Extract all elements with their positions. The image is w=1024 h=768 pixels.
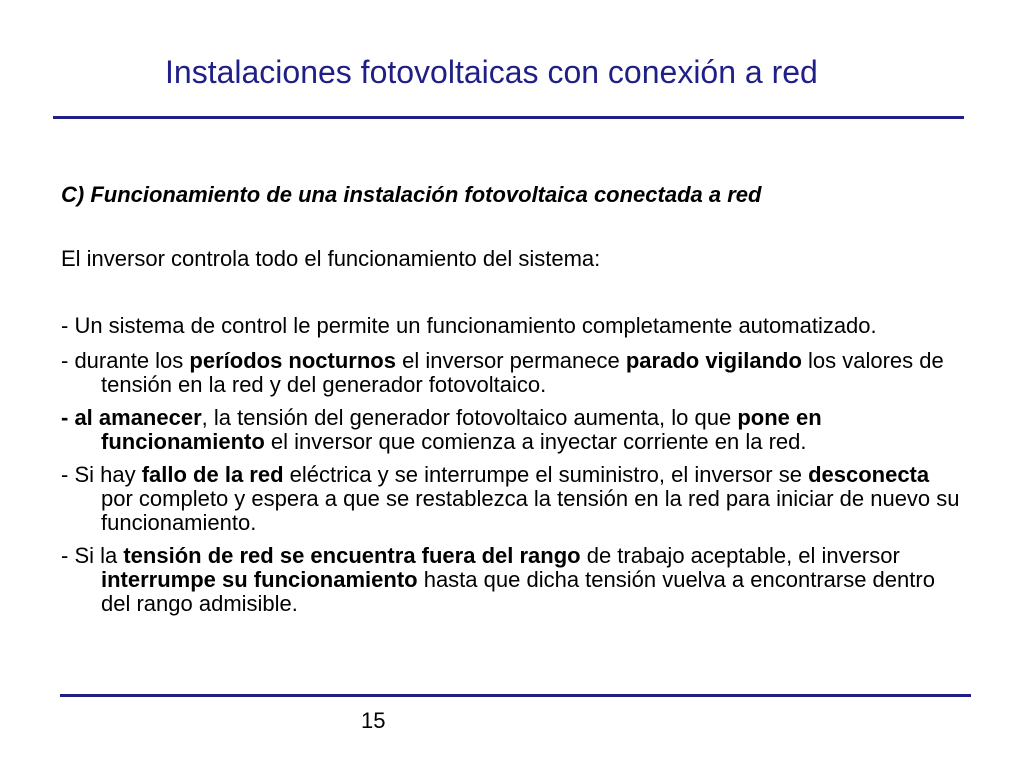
emphasis-text: parado vigilando — [625, 348, 802, 373]
section-heading: C) Funcionamiento de una instalación fotovoltaica conectada a red — [61, 182, 762, 207]
item-text: por completo y espera a que se restablezca la tensión en la red para iniciar de nuevo su funcionamiento. — [101, 486, 960, 535]
item-text: de trabajo aceptable, el inversor — [580, 543, 900, 568]
item-text: el inversor que comienza a inyectar corriente en la red. — [264, 429, 807, 454]
list-item — [61, 463, 966, 535]
list-item — [61, 544, 966, 616]
emphasis-text: tensión de red se encuentra fuera del rango — [123, 543, 581, 568]
emphasis-text: fallo de la red — [141, 462, 284, 487]
bullet-list — [61, 314, 966, 625]
slide-title: Instalaciones fotovoltaicas con conexión a red — [165, 54, 818, 90]
item-text: - Un sistema de control le permite un funcionamiento completamente automatizado. — [61, 313, 877, 338]
intro-text: El inversor controla todo el funcionamiento del sistema: — [61, 246, 601, 271]
page-number: 15 — [361, 708, 386, 733]
emphasis-text: - al amanecer — [61, 405, 202, 430]
list-item — [61, 314, 966, 338]
item-text: los valores de tensión en la red y del generador fotovoltaico. — [101, 348, 944, 397]
item-text: - Si la — [61, 543, 124, 568]
title-divider — [53, 116, 964, 119]
item-text: hasta que dicha tensión vuelva a encontrarse dentro del rango admisible. — [101, 567, 935, 616]
emphasis-text: interrumpe su funcionamiento — [101, 567, 418, 592]
emphasis-text: períodos nocturnos — [189, 348, 396, 373]
item-text: el inversor permanece — [395, 348, 626, 373]
item-text: eléctrica y se interrumpe el suministro, el inversor se — [283, 462, 809, 487]
item-text: , la tensión del generador fotovoltaico aumenta, lo que — [201, 405, 738, 430]
emphasis-text: pone en funcionamiento — [101, 405, 822, 454]
item-text: - durante los — [61, 348, 190, 373]
item-text: - Si hay — [61, 462, 142, 487]
list-item — [61, 406, 966, 454]
footer-divider — [60, 694, 971, 697]
list-item — [61, 349, 966, 397]
emphasis-text: desconecta — [808, 462, 930, 487]
